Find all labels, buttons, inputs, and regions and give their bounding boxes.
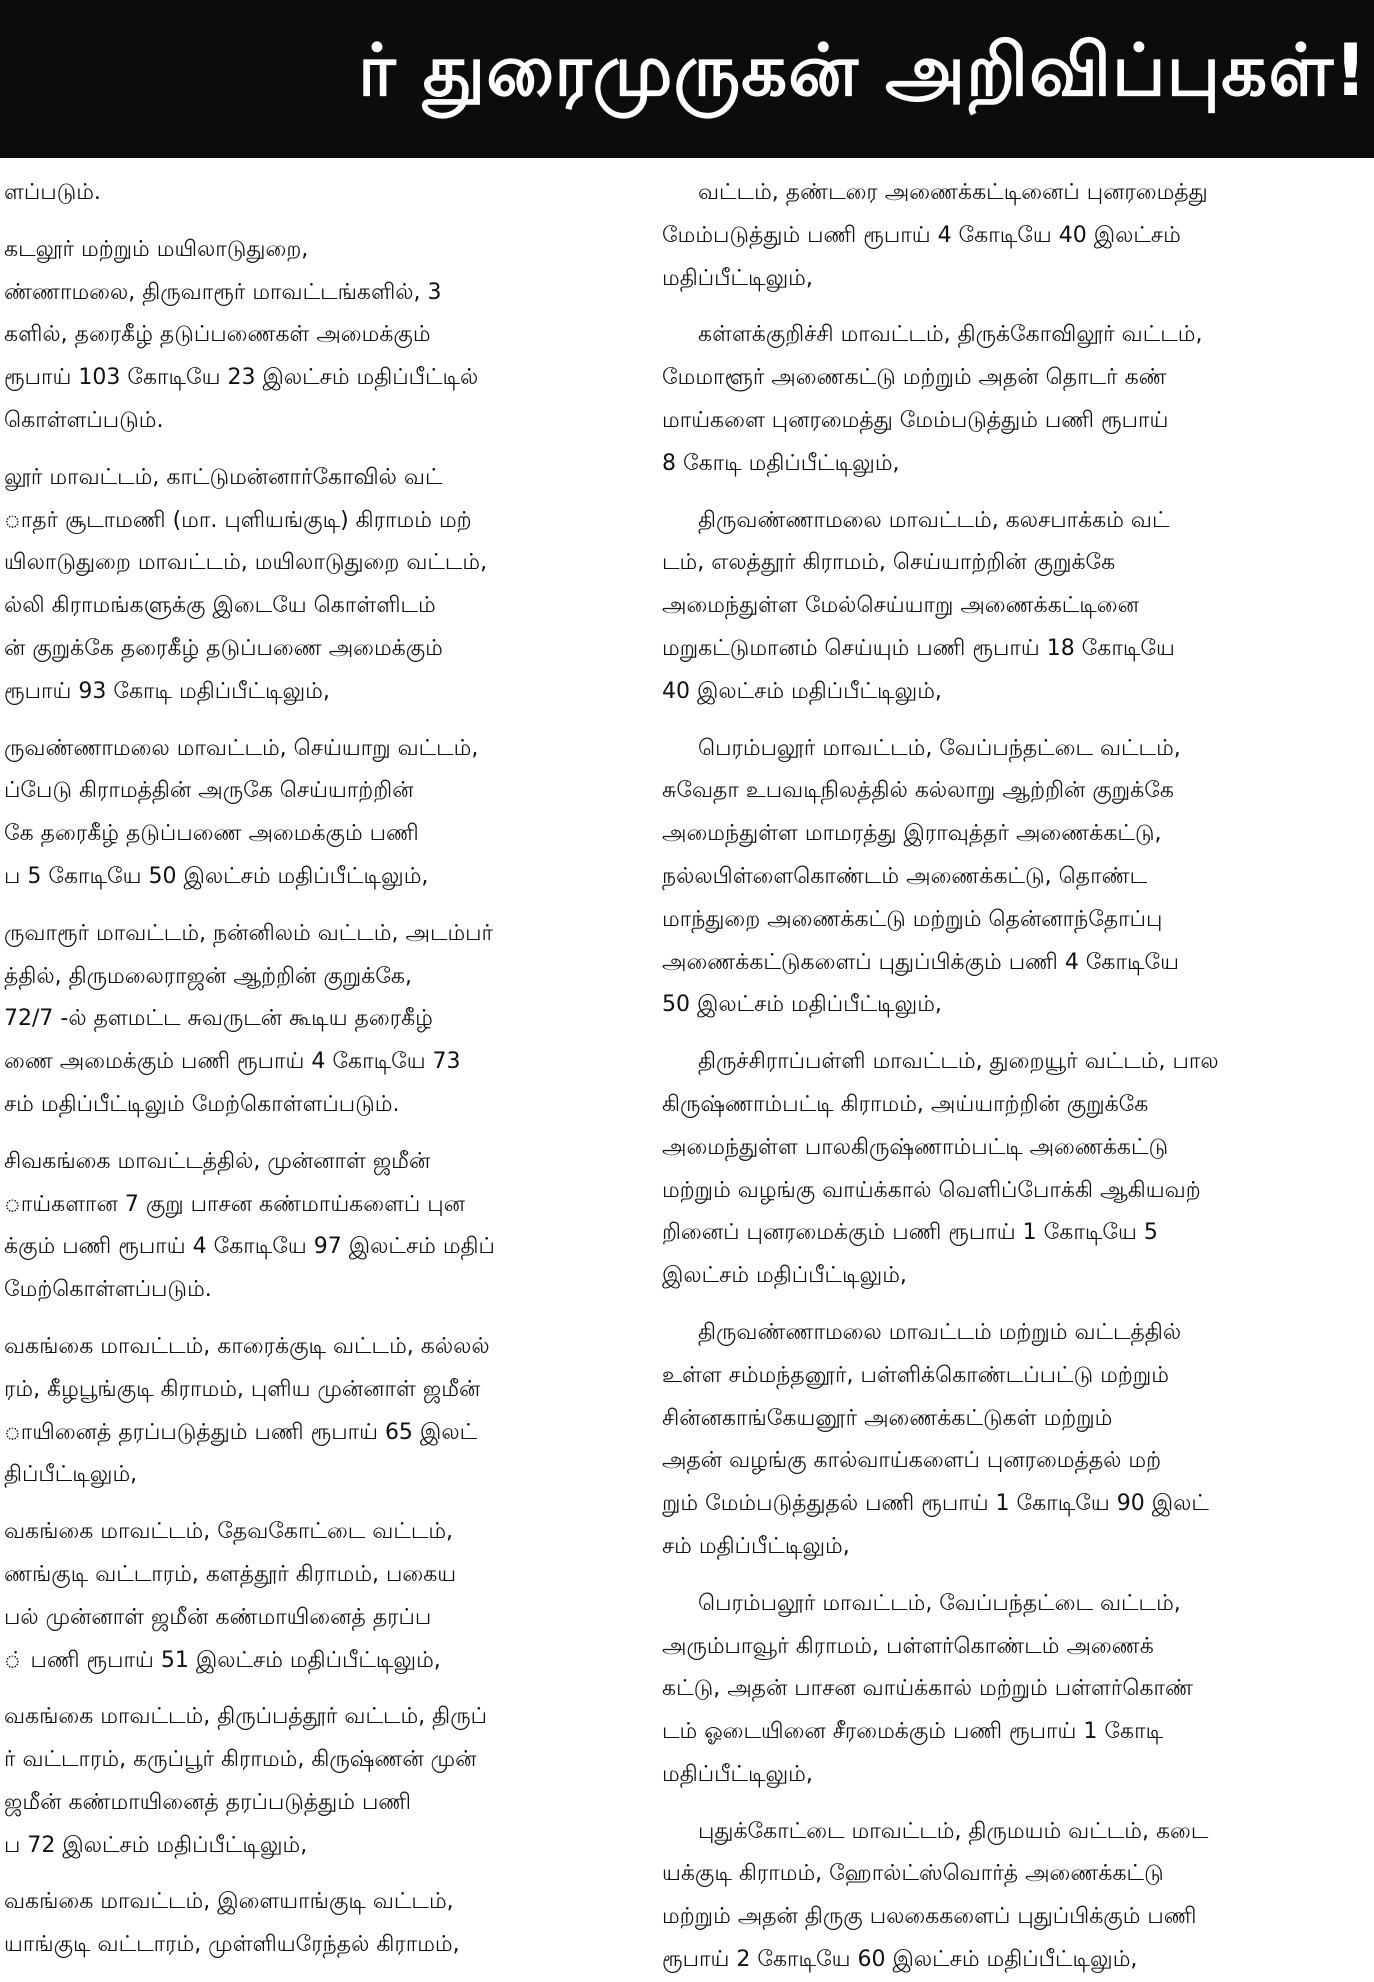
paragraph-gap bbox=[658, 1027, 1366, 1041]
right-column bbox=[658, 172, 1366, 1973]
text-line: 8 கோடி மதிப்பீட்டிலும், bbox=[662, 450, 900, 476]
text-line: திருவண்ணாமலை மாவட்டம், கலசபாக்கம் வட் bbox=[698, 507, 1170, 533]
text-line: ர் வட்டாரம், கருப்பூர் கிராமம், கிருஷ்ணன் முன் bbox=[4, 1747, 477, 1773]
text-line: மாந்துறை அணைக்கட்டு மற்றும் தென்னாந்தோப்பு bbox=[662, 906, 1163, 932]
paragraph-gap bbox=[0, 1312, 632, 1326]
paragraph bbox=[658, 500, 1366, 714]
text-line: டம் ஓடையினை சீரமைக்கும் பணி ரூபாய் 1 கோடி bbox=[662, 1719, 1164, 1745]
paragraph bbox=[658, 1312, 1366, 1569]
text-line: ளப்படும். bbox=[4, 180, 101, 205]
text-line: ரூபாய் 93 கோடி மதிப்பீட்டிலும், bbox=[4, 678, 330, 704]
paragraph-gap bbox=[658, 486, 1366, 500]
text-line: மதிப்பீட்டிலும், bbox=[662, 265, 813, 291]
text-line: அமைந்துள்ள மாமரத்து இராவுத்தர் அணைக்கட்டு, bbox=[662, 821, 1162, 847]
text-line: 72/7 -ல் தளமட்ட சுவருடன் கூடிய தரைகீழ் bbox=[4, 1006, 433, 1032]
text-line: மற்றும் வழங்கு வாய்க்கால் வெளிப்போக்கி ஆகியவற் bbox=[662, 1177, 1201, 1203]
paragraph-gap bbox=[0, 1497, 632, 1511]
text-line: கிருஷ்ணாம்பட்டி கிராமம், அய்யாற்றின் குறுக்கே bbox=[662, 1091, 1149, 1117]
text-line: மேற்கொள்ளப்படும். bbox=[4, 1277, 212, 1303]
text-line: றினைப் புனரமைக்கும் பணி ரூபாய் 1 கோடியே 5 bbox=[662, 1220, 1158, 1246]
text-line: இலட்சம் மதிப்பீட்டிலும், bbox=[662, 1263, 907, 1289]
text-line: நல்லபிள்ளைகொண்டம் அணைக்கட்டு, தொண்ட bbox=[662, 863, 1148, 889]
text-line: ாதர் சூடாமணி (மா. புளியங்குடி) கிராமம் மற் bbox=[4, 507, 472, 533]
text-line: லூர் மாவட்டம், காட்டுமன்னார்கோவில் வட் bbox=[4, 464, 443, 490]
text-line: கே தரைகீழ் தடுப்பணை அமைக்கும் பணி bbox=[4, 821, 419, 847]
paragraph-gap bbox=[0, 1682, 632, 1696]
paragraph-gap bbox=[658, 1797, 1366, 1811]
paragraph-gap bbox=[0, 899, 632, 913]
text-line: மற்றும் அதன் திருகு பலகைகளைப் புதுப்பிக்கும் பணி bbox=[662, 1904, 1197, 1930]
text-line: அரும்பாவூர் கிராமம், பள்ளர்கொண்டம் அணைக் bbox=[662, 1633, 1154, 1659]
text-line: 40 இலட்சம் மதிப்பீட்டிலும், bbox=[662, 678, 942, 704]
headline: ர் துரைமுருகன் அறிவிப்புகள்! bbox=[358, 28, 1368, 112]
paragraph bbox=[0, 1511, 632, 1682]
text-line: திருச்சிராப்பள்ளி மாவட்டம், துறையூர் வட்டம், பால bbox=[698, 1049, 1219, 1075]
text-line: சம் மதிப்பீட்டிலும், bbox=[662, 1533, 850, 1559]
paragraph bbox=[0, 1696, 632, 1867]
text-line: அணைக்கட்டுகளைப் புதுப்பிக்கும் பணி 4 கோடியே bbox=[662, 949, 1179, 975]
text-line: வட்டம், தண்டரை அணைக்கட்டினைப் புனரமைத்து bbox=[698, 180, 1208, 205]
text-line: ப 72 இலட்சம் மதிப்பீட்டிலும், bbox=[4, 1832, 308, 1858]
text-line: சம் மதிப்பீட்டிலும் மேற்கொள்ளப்படும். bbox=[4, 1091, 400, 1117]
paragraph bbox=[658, 1041, 1366, 1298]
text-line: வகங்கை மாவட்டம், காரைக்குடி வட்டம், கல்லல் bbox=[4, 1333, 490, 1359]
text-line: த்தில், திருமலைராஜன் ஆற்றின் குறுக்கே, bbox=[4, 963, 412, 989]
text-line: க்கும் பணி ரூபாய் 4 கோடியே 97 இலட்சம் மதிப் bbox=[4, 1234, 495, 1260]
text-line: ரூபாய் 103 கோடியே 23 இலட்சம் மதிப்பீட்டில் bbox=[4, 365, 479, 391]
text-line: ஜமீன் கண்மாயினைத் தரப்படுத்தும் பணி bbox=[4, 1789, 412, 1815]
text-line: மேம்படுத்தும் பணி ரூபாய் 4 கோடியே 40 இலட்சம் bbox=[662, 222, 1181, 248]
text-line: யிலாடுதுறை மாவட்டம், மயிலாடுதுறை வட்டம், bbox=[4, 550, 488, 576]
text-line: திப்பீட்டிலும், bbox=[4, 1462, 138, 1488]
text-line: ் பணி ரூபாய் 51 இலட்சம் மதிப்பீட்டிலும், bbox=[4, 1647, 441, 1673]
text-line: யக்குடி கிராமம், ஹோல்ட்ஸ்வொர்த் அணைக்கட்டு bbox=[662, 1861, 1164, 1887]
text-line: றும் மேம்படுத்துதல் பணி ரூபாய் 1 கோடியே 90 இலட் bbox=[662, 1491, 1209, 1517]
left-column bbox=[0, 172, 632, 1958]
text-line: கள்ளக்குறிச்சி மாவட்டம், திருக்கோவிலூர் வட்டம், bbox=[698, 322, 1203, 348]
text-line: அமைந்துள்ள பாலகிருஷ்ணாம்பட்டி அணைக்கட்டு bbox=[662, 1134, 1169, 1160]
paragraph bbox=[658, 314, 1366, 485]
text-line: கொள்ளப்படும். bbox=[4, 407, 164, 433]
text-line: அதன் வழங்கு கால்வாய்களைப் புனரமைத்தல் மற் bbox=[662, 1448, 1162, 1474]
text-line: ாய்களான 7 குறு பாசன கண்மாய்களைப் புன bbox=[4, 1191, 465, 1217]
text-line: ல்லி கிராமங்களுக்கு இடையே கொள்ளிடம் bbox=[4, 593, 436, 619]
paragraph-gap bbox=[0, 1127, 632, 1141]
text-line: உள்ள சம்மந்தனூர், பள்ளிக்கொண்டப்பட்டு மற்றும் bbox=[662, 1362, 1169, 1388]
text-line: வகங்கை மாவட்டம், இளையாங்குடி வட்டம், bbox=[4, 1889, 454, 1915]
text-line: சின்னகாங்கேயனூர் அணைக்கட்டுகள் மற்றும் bbox=[662, 1405, 1113, 1431]
text-line: ருவாரூர் மாவட்டம், நன்னிலம் வட்டம், அடம்பர் bbox=[4, 920, 494, 946]
paragraph-gap bbox=[0, 215, 632, 229]
text-line: மேமாளூர் அணைகட்டு மற்றும் அதன் தொடர் கண் bbox=[662, 365, 1167, 391]
text-line: சுவேதா உபவடிநிலத்தில் கல்லாறு ஆற்றின் குறுக்கே bbox=[662, 778, 1174, 804]
paragraph bbox=[658, 1583, 1366, 1797]
text-line: 50 இலட்சம் மதிப்பீட்டிலும், bbox=[662, 992, 942, 1018]
paragraph-gap bbox=[0, 1867, 632, 1881]
text-line: ணை அமைக்கும் பணி ரூபாய் 4 கோடியே 73 bbox=[4, 1049, 461, 1075]
text-line: மதிப்பீட்டிலும், bbox=[662, 1761, 813, 1787]
text-line: ன் குறுக்கே தரைகீழ் தடுப்பணை அமைக்கும் bbox=[4, 635, 443, 661]
paragraph-gap bbox=[658, 714, 1366, 728]
text-line: கட்டு, அதன் பாசன வாய்க்கால் மற்றும் பள்ளர்கொண் bbox=[662, 1676, 1194, 1702]
paragraph bbox=[0, 913, 632, 1127]
text-line: வகங்கை மாவட்டம், திருப்பத்தூர் வட்டம், திருப் bbox=[4, 1704, 487, 1730]
text-line: மாய்களை புனரமைத்து மேம்படுத்தும் பணி ரூபாய் bbox=[662, 407, 1169, 433]
text-line: சிவகங்கை மாவட்டத்தில், முன்னாள் ஜமீன் bbox=[4, 1148, 431, 1174]
text-line: ரூபாய் 2 கோடியே 60 இலட்சம் மதிப்பீட்டிலும், bbox=[662, 1947, 1138, 1973]
text-line: ருவண்ணாமலை மாவட்டம், செய்யாறு வட்டம், bbox=[4, 735, 479, 761]
paragraph bbox=[0, 1141, 632, 1312]
text-line: கடலூர் மற்றும் மயிலாடுதுறை, bbox=[4, 236, 309, 262]
text-line: ணங்குடி வட்டாரம், களத்தூர் கிராமம், பகைய bbox=[4, 1561, 457, 1587]
text-line: டம், எலத்தூர் கிராமம், செய்யாற்றின் குறுக்கே bbox=[662, 550, 1116, 576]
text-line: பெரம்பலூர் மாவட்டம், வேப்பந்தட்டை வட்டம், bbox=[698, 735, 1181, 761]
headline-banner bbox=[0, 0, 1374, 158]
paragraph bbox=[658, 728, 1366, 1028]
text-line: களில், தரைகீழ் தடுப்பணைகள் அமைக்கும் bbox=[4, 322, 431, 348]
text-line: வகங்கை மாவட்டம், தேவகோட்டை வட்டம், bbox=[4, 1519, 454, 1545]
paragraph bbox=[0, 229, 632, 443]
text-line: திருவண்ணாமலை மாவட்டம் மற்றும் வட்டத்தில் bbox=[698, 1319, 1182, 1345]
paragraph bbox=[0, 728, 632, 899]
text-line: ப்பேடு கிராமத்தின் அருகே செய்யாற்றின் bbox=[4, 778, 414, 804]
paragraph-gap bbox=[0, 714, 632, 728]
paragraph bbox=[658, 1811, 1366, 1982]
text-line: ண்ணாமலை, திருவாரூர் மாவட்டங்களில், 3 bbox=[4, 279, 442, 305]
text-line: ப 5 கோடியே 50 இலட்சம் மதிப்பீட்டிலும், bbox=[4, 863, 429, 889]
text-line: அமைந்துள்ள மேல்செய்யாறு அணைக்கட்டினை bbox=[662, 593, 1139, 619]
paragraph bbox=[658, 172, 1366, 300]
text-line: யாங்குடி வட்டாரம், முள்ளியரேந்தல் கிராமம், bbox=[4, 1932, 460, 1958]
paragraph bbox=[0, 457, 632, 714]
paragraph bbox=[0, 1326, 632, 1497]
text-line: ாயினைத் தரப்படுத்தும் பணி ரூபாய் 65 இலட் bbox=[4, 1419, 478, 1445]
text-line: பெரம்பலூர் மாவட்டம், வேப்பந்தட்டை வட்டம், bbox=[698, 1590, 1181, 1616]
text-line: புதுக்கோட்டை மாவட்டம், திருமயம் வட்டம், கடை bbox=[698, 1818, 1209, 1844]
paragraph-gap bbox=[658, 300, 1366, 314]
paragraph-gap bbox=[658, 1569, 1366, 1583]
paragraph bbox=[0, 1881, 632, 1967]
paragraph-gap bbox=[658, 1298, 1366, 1312]
paragraph-gap bbox=[0, 443, 632, 457]
text-line: பல் முன்னாள் ஜமீன் கண்மாயினைத் தரப்ப bbox=[4, 1604, 432, 1630]
paragraph bbox=[0, 172, 632, 215]
text-line: ரம், கீழபூங்குடி கிராமம், புளிய முன்னாள் ஜமீன் bbox=[4, 1376, 481, 1402]
text-line: மறுகட்டுமானம் செய்யும் பணி ரூபாய் 18 கோடியே bbox=[662, 635, 1175, 661]
